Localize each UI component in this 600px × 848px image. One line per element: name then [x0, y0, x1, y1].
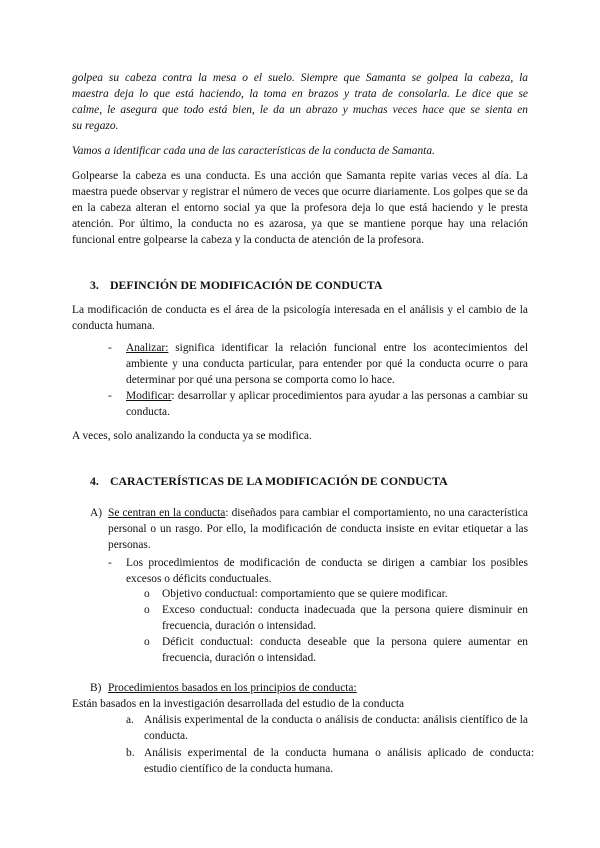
- intro-line-1: golpea su cabeza contra la mesa o el suelo. Siempre que Samanta se golpea la cabeza, la: [72, 72, 528, 84]
- term-analizar: Analizar:: [126, 342, 169, 354]
- sub-bullet-marker: o: [144, 636, 150, 648]
- item-b-heading: [108, 680, 528, 696]
- definition-analizar: significa identificar la relación funcional entre los acontecimientos del ambiente y una conducta particular, para entender por qué la conducta ocurre o para determinar por qué una persona se comporta como lo hace.: [126, 342, 528, 386]
- section-4-title: CARACTERÍSTICAS DE LA MODIFICACIÓN DE CONDUCTA: [110, 474, 448, 488]
- intro-line-3: calme, le asegura que todo está bien, le da un abrazo y muchas veces hace que se sienta en: [72, 104, 528, 116]
- intro-explanation: Golpearse la cabeza es una conducta. Es una acción que Samanta repite varias veces al día. La maestra puede observar y registrar el número de veces que ocurre diariamente. Los golpes que se da en la cabeza alteran el entorno social ya que la profesora deja lo que está haciendo y le presta atención. Por último, la conducta no es azarosa, ya que se mantiene porque hay una relación funcional entre golpearse la cabeza y la conducta de atención de la profesora.: [72, 170, 528, 246]
- subitem-exceso: Exceso conductual: conducta inadecuada que la persona quiere disminuir en frecuencia, duración o intensidad.: [162, 604, 528, 632]
- section-3-heading: [90, 277, 530, 293]
- section-3-number: 3.: [90, 278, 99, 292]
- definition-modificar: : desarrollar y aplicar procedimientos para ayudar a las personas a cambiar su conducta.: [126, 390, 528, 418]
- section-3-closing: A veces, solo analizando la conducta ya se modifica.: [72, 430, 312, 442]
- term-centran-conducta: Se centran en la conducta: [108, 507, 226, 519]
- bullet-marker: -: [108, 342, 112, 354]
- intro-question: Vamos a identificar cada una de las características de la conducta de Samanta.: [72, 145, 435, 157]
- intro-paragraph-italic: [72, 70, 528, 134]
- intro-line-2: maestra deja lo que está haciendo, la toma en brazos y trata de consolarla. Le dice que se: [72, 88, 528, 100]
- item-b-text: Están basados en la investigación desarrollada del estudio de la conducta: [72, 698, 405, 710]
- subitem-objetivo: Objetivo conductual: comportamiento que se quiere modificar.: [162, 588, 448, 600]
- item-a-description: : diseñados para cambiar el comportamiento, no una característica personal o un rasgo. Por ello, la modificación de conducta insiste en evitar etiquetar a las personas.: [108, 507, 528, 551]
- section-4-number: 4.: [90, 474, 99, 488]
- subitem-deficit: Déficit conductual: conducta deseable que la persona quiere aumentar en frecuencia, duración o intensidad.: [162, 636, 528, 664]
- item-a-bullet: Los procedimientos de modificación de conducta se dirigen a cambiar los posibles excesos o déficits conductuales.: [126, 557, 528, 585]
- section-3-title: DEFINCIÓN DE MODIFICACIÓN DE CONDUCTA: [110, 278, 383, 292]
- item-b-a-marker: a.: [126, 714, 134, 726]
- item-a-marker: A): [90, 507, 103, 519]
- list-item-analizar: [126, 340, 528, 388]
- intro-line-4: su regazo.: [72, 120, 119, 132]
- sub-bullet-marker: o: [144, 588, 150, 600]
- item-b-b-marker: b.: [126, 747, 135, 759]
- sub-bullet-marker: o: [144, 604, 150, 616]
- list-item-modificar: [126, 388, 528, 420]
- section-4-heading: [90, 473, 530, 489]
- item-b-b-text: Análisis experimental de la conducta humana o análisis aplicado de conducta: estudio científico de la conducta humana.: [144, 747, 534, 775]
- bullet-marker: -: [108, 557, 112, 569]
- item-b-marker: B): [90, 682, 102, 694]
- item-a-text: [108, 505, 528, 553]
- term-modificar: Modificar: [126, 390, 172, 402]
- term-procedimientos: Procedimientos basados en los principios de conducta:: [108, 682, 357, 694]
- item-b-a-text: Análisis experimental de la conducta o análisis de conducta: análisis científico de la conducta.: [144, 714, 528, 742]
- bullet-marker: -: [108, 390, 112, 402]
- section-3-intro: La modificación de conducta es el área de la psicología interesada en el análisis y el cambio de la conducta humana.: [72, 304, 528, 332]
